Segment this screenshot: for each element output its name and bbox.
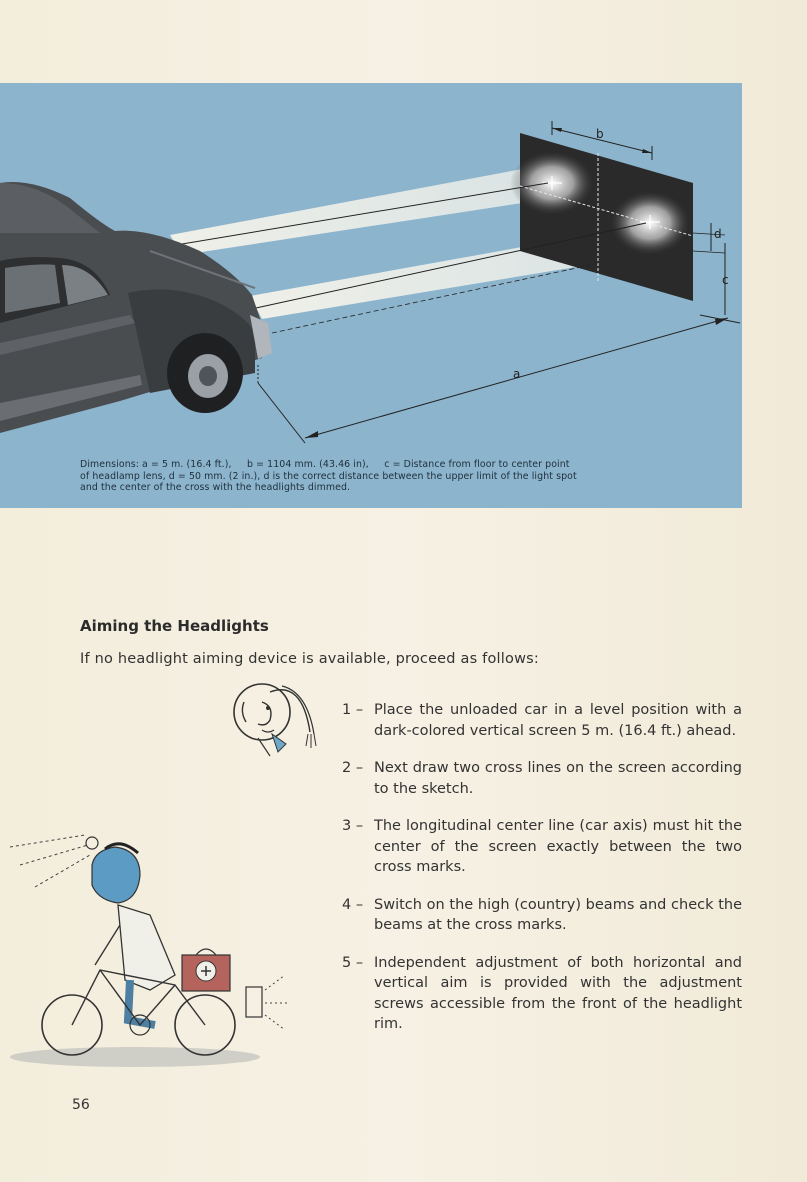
upper-beam [170, 169, 522, 255]
step-item-1 [342, 700, 742, 741]
step-number: 1 – [342, 702, 364, 718]
section-title: Aiming the Headlights [80, 617, 269, 635]
step-text: The longitudinal center line (car axis) must hit the center of the screen exactly between the two cross marks. [374, 818, 742, 875]
step-item-4 [342, 895, 742, 936]
page-number: 56 [72, 1097, 90, 1113]
step-item-5 [342, 953, 742, 1035]
caption-line-2: of headlamp lens, d = 50 mm. (2 in.), d is the correct distance between the upper limit of the light spot [80, 470, 577, 482]
step-text: Independent adjustment of both horizontal and vertical aim is provided with the adjustment screws accessible from the front of the headlight rim. [374, 954, 742, 1032]
section-intro: If no headlight aiming device is available, proceed as follows: [80, 651, 539, 667]
headlight-aiming-diagram [0, 83, 742, 508]
caption-line-3: and the center of the cross with the headlights dimmed. [80, 482, 351, 493]
step-number: 3 – [342, 818, 364, 834]
diagram-svg [0, 83, 742, 508]
step-item-2 [342, 758, 742, 799]
steps-list [342, 700, 742, 1052]
step-text: Switch on the high (country) beams and check the beams at the cross marks. [374, 896, 742, 933]
dimension-label-d: d [714, 227, 722, 241]
dimension-label-a: a [513, 367, 521, 381]
cyclist-sketch-illustration [0, 825, 300, 1075]
dimension-label-c: c [722, 273, 729, 287]
step-number: 5 – [342, 954, 364, 971]
step-text: Place the unloaded car in a level position with a dark-colored vertical screen 5 m. (16.4 ft.) ahead. [374, 702, 742, 739]
dimension-label-b: b [596, 127, 604, 141]
step-number: 4 – [342, 896, 364, 913]
diagram-caption [80, 459, 720, 494]
step-number: 2 – [342, 760, 364, 776]
moon-sketch-illustration [222, 672, 332, 767]
caption-line-1: Dimensions: a = 5 m. (16.4 ft.), b = 1104 mm. (43.46 in), c = Distance from floor to center point [80, 459, 570, 470]
step-item-3 [342, 816, 742, 878]
step-text: Next draw two cross lines on the screen according to the sketch. [374, 760, 742, 797]
